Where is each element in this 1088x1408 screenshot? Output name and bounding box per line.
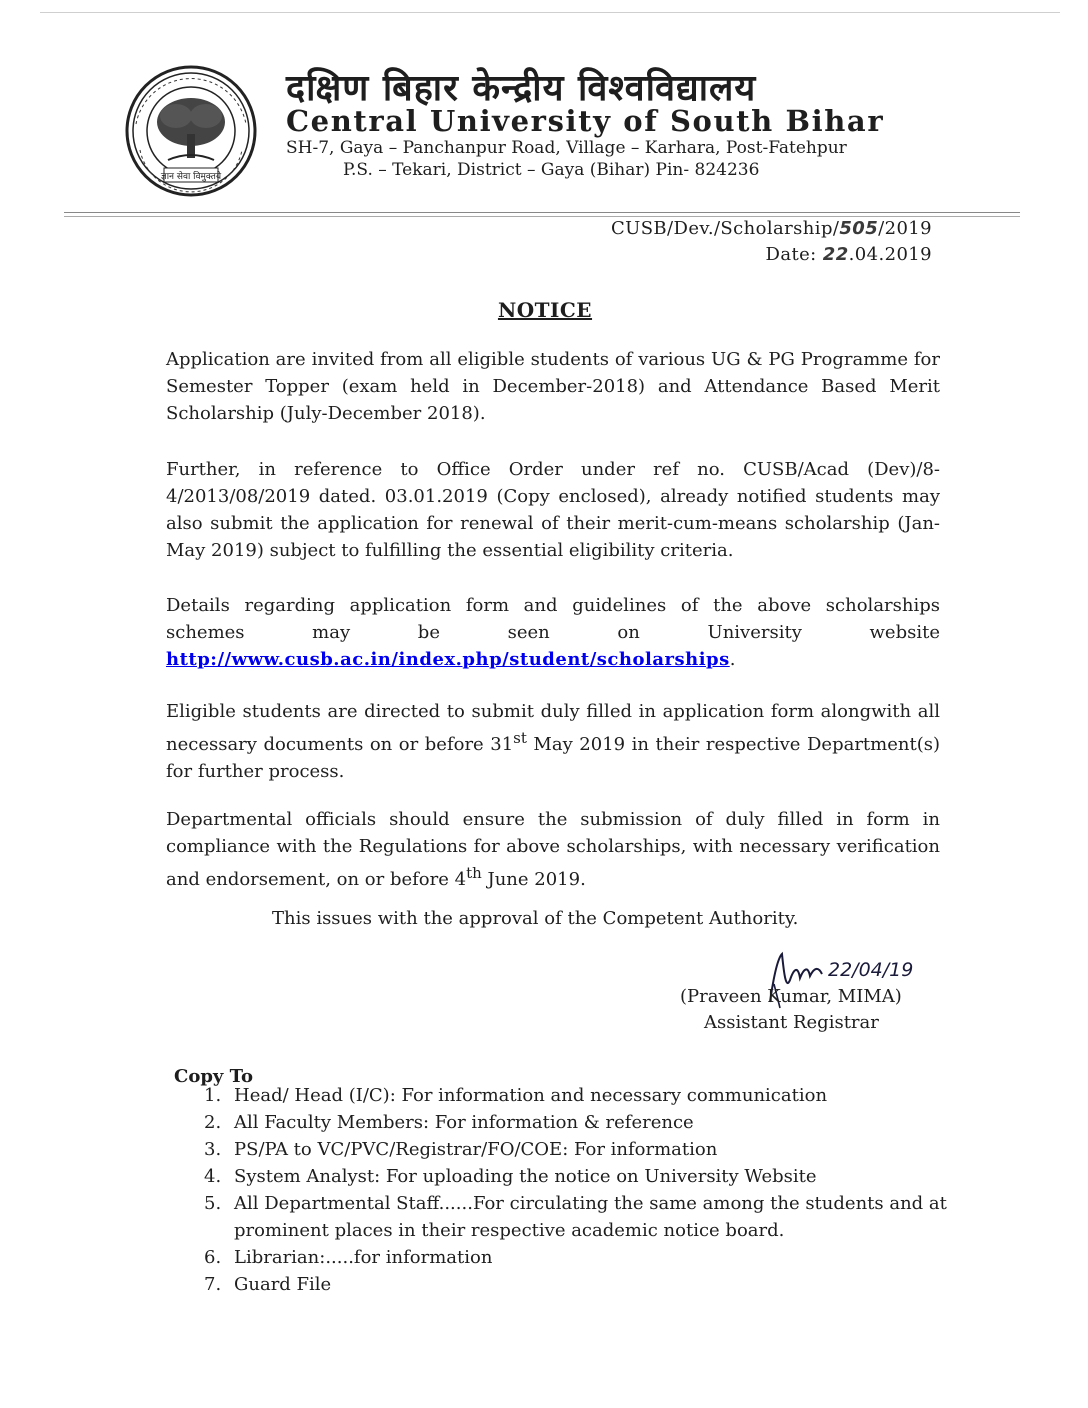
address-line-2: P.S. – Tekari, District – Gaya (Bihar) Pin- 824236 [343, 160, 760, 180]
reference-suffix: /2019 [878, 218, 932, 239]
copy-to-item: 2. All Faculty Members: For information & reference [204, 1112, 694, 1133]
notice-date [766, 244, 932, 265]
copy-to-item: 3. PS/PA to VC/PVC/Registrar/FO/COE: For information [204, 1139, 718, 1160]
scholarship-website-link[interactable]: http://www.cusb.ac.in/index.php/student/scholarships [166, 649, 730, 670]
copy-to-title: Copy To [174, 1066, 253, 1087]
header-divider [64, 212, 1020, 217]
details-text: Details regarding application form and guidelines of the above scholarships schemes may be seen on University website [166, 595, 940, 643]
signatory-name: (Praveen Kumar, MIMA) [680, 986, 902, 1007]
paragraph-invitation: Application are invited from all eligible students of various UG & PG Programme for Semester Topper (exam held in December-2018) and Attendance Based Merit Scholarship (July-December 2018). [166, 349, 940, 424]
eligible-text-start: Eligible students are directed to submit duly filled in application form alongwith all necessary documents on or before 31 [166, 701, 940, 755]
date-month-year: .04.2019 [848, 244, 932, 265]
date-label: Date: [765, 244, 817, 265]
university-seal-tree-icon [124, 64, 258, 198]
paragraph-renewal: Further, in reference to Office Order under ref no. CUSB/Acad (Dev)/8-4/2013/08/2019 dated. 03.01.2019 (Copy enclosed), already notified students may also submit the application for renewal of their merit-cum-means scholarship (Jan-May 2019) subject to fulfilling the essential eligibility criteria. [166, 459, 940, 561]
reference-number [611, 218, 932, 239]
scan-edge-line [40, 12, 1060, 13]
university-name-hindi: दक्षिण बिहार केन्द्रीय विश्वविद्यालय [286, 68, 757, 109]
copy-to-item: 7. Guard File [204, 1274, 332, 1295]
signature-handwritten-date: 22/04/19 [828, 959, 914, 981]
eligible-superscript: st [513, 729, 527, 747]
handwritten-reference-number: 505 [839, 218, 879, 239]
approval-statement: This issues with the approval of the Competent Authority. [272, 908, 799, 929]
eligible-text-end: May 2019 in their respective Department(s) for further process. [166, 734, 940, 782]
address-line-1: SH-7, Gaya – Panchanpur Road, Village – Karhara, Post-Fatehpur [286, 138, 847, 158]
officials-superscript: th [466, 864, 482, 882]
officials-text-end: June 2019. [481, 869, 586, 890]
university-name-english: Central University of South Bihar [286, 104, 885, 138]
paragraph-departmental-officials [166, 806, 940, 893]
notice-title: NOTICE [497, 298, 593, 322]
copy-to-item: 6. Librarian:.....for information [204, 1247, 493, 1268]
officials-text-start: Departmental officials should ensure the submission of duly filled in form in compliance with the Regulations for above scholarships, with necessary verification and endorsement, on or before 4 [166, 809, 940, 890]
copy-to-list [204, 1082, 964, 1298]
copy-to-item: 1. Head/ Head (I/C): For information and necessary communication [204, 1085, 828, 1106]
reference-prefix: CUSB/Dev./Scholarship/ [610, 218, 840, 239]
handwritten-date-day: 22 [822, 244, 849, 265]
copy-to-item: 4. System Analyst: For uploading the notice on University Website [204, 1166, 817, 1187]
signatory-designation: Assistant Registrar [704, 1012, 879, 1033]
copy-to-item: 5. All Departmental Staff......For circulating the same among the students and at prominent places in their respective academic notice board. [204, 1193, 947, 1241]
seal-motto: ज्ञान सेवा विमुक्तये [160, 172, 222, 182]
paragraph-details: Details regarding application form and guidelines of the above scholarships schemes may be seen on University website http://www.cusb.ac.in/index.php/student/scholarships. [166, 595, 940, 670]
paragraph-eligible-students [166, 698, 940, 785]
